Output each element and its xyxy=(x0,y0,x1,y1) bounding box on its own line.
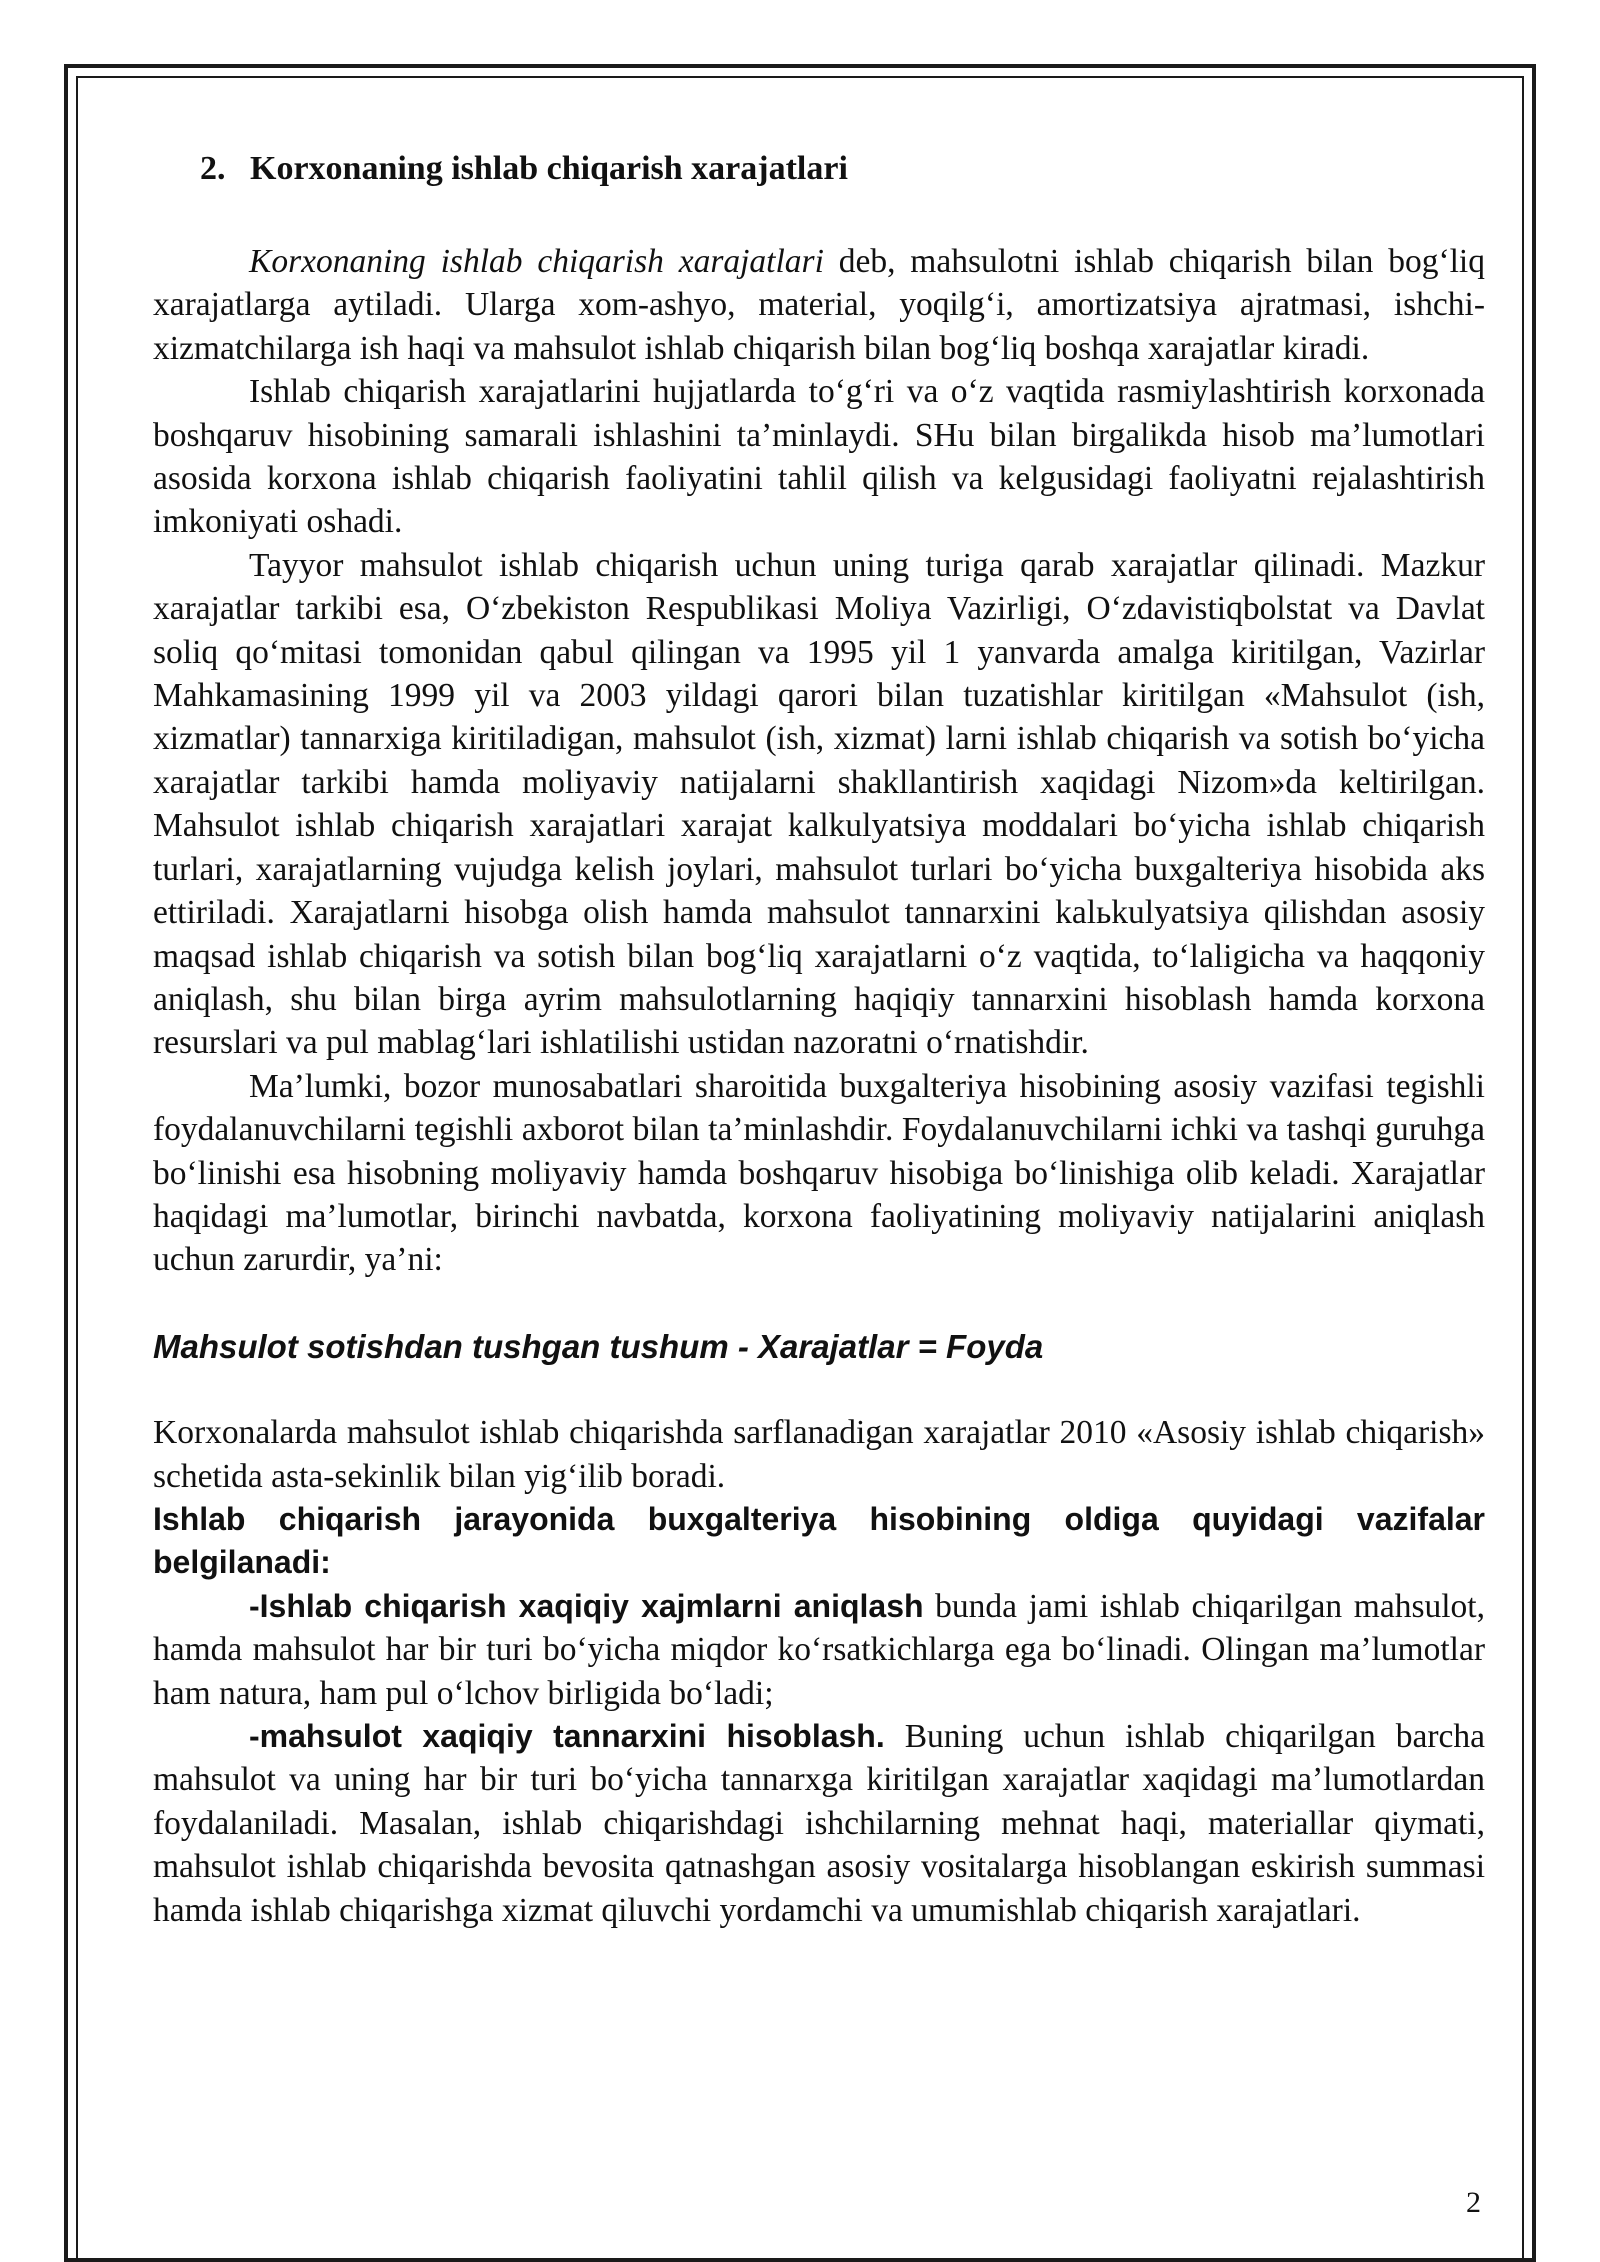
paragraph-task-cost xyxy=(153,1715,1485,1932)
document-body xyxy=(153,240,1485,1932)
paragraph-account: Korxonalarda mahsulot ishlab chiqarishda sarflanadigan xarajatlar 2010 «Asosiy ishlab chiqarish» schetida asta-sekinlik bilan yig‘ilib boradi. xyxy=(153,1414,1485,1495)
paragraph-text: Buning uchun ishlab chiqarilgan barcha mahsulot va uning har bir turi bo‘yicha tannarxga kiritilgan xarajatlar xaqidagi ma’lumotlardan foydalaniladi. Masalan, ishlab chiqarishdagi ishchilarning mehnat haqi, materiallar qiymati, mahsulot ishlab chiqarishda bevosita qatnashgan asosiy vositalarga hisoblangan eskirish summasi hamda ishlab chiqarishga xizmat qiluvchi yordamchi va umumishlab chiqarish xarajatlari. xyxy=(153,1718,1485,1929)
paragraph-text: deb, mahsulotni ishlab chiqarish bilan bog‘liq xarajatlarga aytiladi. Ularga xom-ashyo, material, yoqilg‘i, amortizatsiya ajratmasi, ishchi-xizmatchilarga ish haqi va mahsulot ishlab chiqarish bilan bog‘liq boshqa xarajatlar kiradi. xyxy=(153,243,1485,367)
profit-formula: Mahsulot sotishdan tushgan tushum - Xarajatlar = Foyda xyxy=(153,1327,1044,1365)
section-title: Korxonaning ishlab chiqarish xarajatlari xyxy=(250,150,848,187)
paragraph-task-volume xyxy=(153,1585,1485,1715)
page-number: 2 xyxy=(1466,2186,1481,2219)
task-cost-label: -mahsulot xaqiqiy tannarxini hisoblash. xyxy=(249,1718,885,1754)
paragraph-tasks-heading: Ishlab chiqarish jarayonida buxgalteriya hisobining oldiga quyidagi vazifalar belgilanadi: xyxy=(153,1500,1485,1581)
paragraph-market: Ma’lumki, bozor munosabatlari sharoitida buxgalteriya hisobining asosiy vazifasi tegishli foydalanuvchilarni tegishli axborot bilan ta’minlashdir. Foydalanuvchilarni ichki va tashqi guruhga bo‘linishi esa hisobning moliyaviy hamda boshqaruv hisobiga bo‘linishiga olib keladi. Xarajatlar haqidagi ma’lumotlar, birinchi navbatda, korxona faoliyatining moliyaviy natijalarini aniqlash uchun zarurdir, ya’ni: xyxy=(153,1067,1485,1279)
paragraph-documents: Ishlab chiqarish xarajatlarini hujjatlarda to‘g‘ri va o‘z vaqtida rasmiylashtirish korxonada boshqaruv hisobining samarali ishlashini ta’minlaydi. SHu bilan birgalikda hisob ma’lumotlari asosida korxona ishlab chiqarish faoliyatini tahlil qilish va kelgusidagi faoliyatni rejalashtirish imkoniyati oshadi. xyxy=(153,373,1485,541)
paragraph-text: bunda jami ishlab chiqarilgan mahsulot, hamda mahsulot har bir turi bo‘yicha miqdor ko‘rsatkichlarga ega bo‘linadi. Olingan ma’lumotlar ham natura, ham pul o‘lchov birligida bo‘ladi; xyxy=(153,1587,1485,1712)
section-heading xyxy=(200,150,848,188)
paragraph-definition xyxy=(153,240,1485,370)
task-volume-label: -Ishlab chiqarish xaqiqiy xajmlarni aniqlash xyxy=(249,1587,924,1624)
paragraph-cost-structure: Tayyor mahsulot ishlab chiqarish uchun uning turiga qarab xarajatlar qilinadi. Mazkur xarajatlar tarkibi esa, O‘zbekiston Respublikasi Moliya Vazirligi, O‘zdavistiqbolstat va Davlat soliq qo‘mitasi tomonidan qabul qilingan va 1995 yil 1 yanvarda amalga kiritilgan, Vazirlar Mahkamasining 1999 yil va 2003 yildagi qarori bilan tuzatishlar kiritilgan «Mahsulot (ish, xizmatlar) tannarxiga kiritiladigan, mahsulot (ish, xizmat) larni ishlab chiqarish va sotish bo‘yicha xarajatlar tarkibi hamda moliyaviy natijalarni shakllantirish xaqidagi Nizom»da keltirilgan. Mahsulot ishlab chiqarish xarajatlari xarajat kalkulyatsiya moddalari bo‘yicha ishlab chiqarish turlari, xarajatlarning vujudga kelish joylari, mahsulot turlari bo‘yicha buxgalteriya hisobida aks ettiriladi. Xarajatlarni hisobga olish hamda mahsulot tannarxini kalьkulyatsiya qilishdan asosiy maqsad ishlab chiqarish va sotish bilan bog‘liq xarajatlarni o‘z vaqtida, to‘laligicha va haqqoniy aniqlash, shu bilan birga ayrim mahsulotlarning haqiqiy tannarxini hisoblash hamda korxona resurslari va pul mablag‘lari ishlatilishi ustidan nazoratni o‘rnatishdir. xyxy=(153,546,1485,1062)
term-definition: Korxonaning ishlab chiqarish xarajatlari xyxy=(249,243,824,280)
section-number: 2. xyxy=(200,150,226,187)
